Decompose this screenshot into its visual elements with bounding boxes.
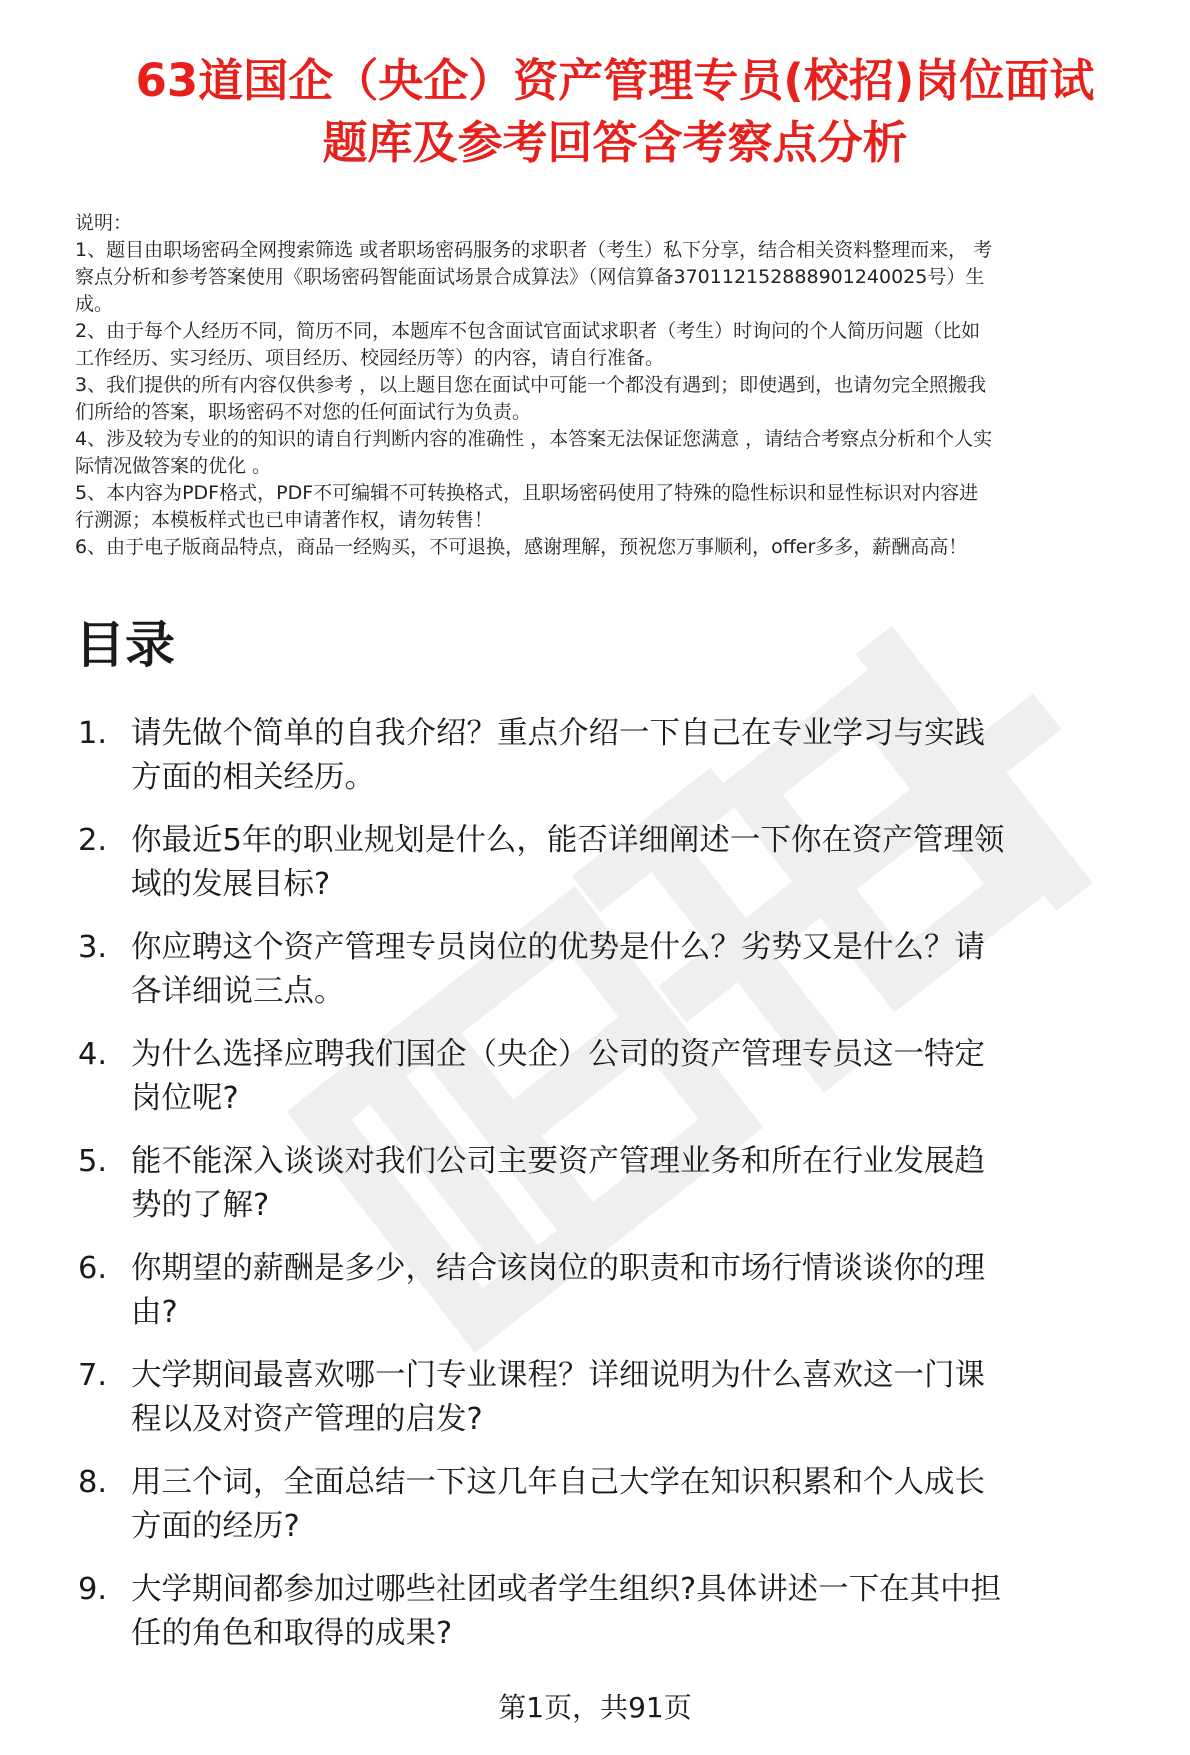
toc-item[interactable] <box>75 1033 1170 1121</box>
toc-item-line: 大学期间都参加过哪些社团或者学生组织?具体讲述一下在其中担 <box>131 1572 1002 1607</box>
note-line: 工作经历、实习经历、项目经历、校园经历等）的内容，请自行准备。 <box>75 347 665 369</box>
toc-item-line: 势的了解? <box>131 1188 270 1223</box>
toc-item-number: 9. <box>78 1572 108 1607</box>
toc-item-line: 为什么选择应聘我们国企（央企）公司的资产管理专员这一特定 <box>131 1037 985 1072</box>
toc-item-text <box>131 1247 1170 1335</box>
toc-item-line: 用三个词，全面总结一下这几年自己大学在知识积累和个人成长 <box>131 1465 985 1500</box>
toc-item-number: 6. <box>78 1251 108 1286</box>
toc-item-line: 岗位呢? <box>131 1081 239 1116</box>
toc-item-number: 3. <box>78 930 108 965</box>
toc-item-line: 你应聘这个资产管理专员岗位的优势是什么？劣势又是什么？请 <box>131 930 985 965</box>
note-line: 际情况做答案的优化 。 <box>75 455 272 477</box>
toc-item-line: 域的发展目标? <box>131 867 331 902</box>
note-line: 察点分析和参考答案使用《职场密码智能面试场景合成算法》（网信算备370112152888901240025号）生 <box>75 266 985 288</box>
toc-item-number: 7. <box>78 1358 108 1393</box>
note-line: 2、由于每个人经历不同，简历不同，本题库不包含面试官面试求职者（考生）时询问的个人简历问题（比如 <box>75 320 981 342</box>
disclaimer-notes <box>75 210 1165 561</box>
toc-item-line: 你期望的薪酬是多少，结合该岗位的职责和市场行情谈谈你的理 <box>131 1251 985 1286</box>
note-line: 6、由于电子版商品特点，商品一经购买，不可退换，感谢理解，预祝您万事顺利，offer多多，薪酬高高！ <box>75 536 968 558</box>
toc-item-number: 5. <box>78 1144 108 1179</box>
toc-item-line: 方面的经历? <box>131 1509 300 1544</box>
toc-item[interactable] <box>75 819 1170 907</box>
note-line: 4、涉及较为专业的的知识的请自行判断内容的准确性 ，本答案无法保证您满意 ，请结合考察点分析和个人实 <box>75 428 993 450</box>
toc-item-line: 各详细说三点。 <box>131 974 345 1009</box>
toc-item-number: 1. <box>78 716 108 751</box>
toc-item-line: 由? <box>131 1295 178 1330</box>
toc-item[interactable] <box>75 1247 1170 1335</box>
note-line: 1、题目由职场密码全网搜索筛选 或者职场密码服务的求职者（考生）私下分享，结合相关资料整理而来， 考 <box>75 239 993 261</box>
toc-list <box>75 712 1170 1675</box>
toc-heading: 目录 <box>75 616 175 674</box>
toc-item-line: 任的角色和取得的成果? <box>131 1616 453 1651</box>
toc-item[interactable] <box>75 926 1170 1014</box>
toc-item-line: 大学期间最喜欢哪一门专业课程？详细说明为什么喜欢这一门课 <box>131 1358 985 1393</box>
toc-item-number: 4. <box>78 1037 108 1072</box>
toc-item-text <box>131 819 1170 907</box>
note-line: 们所给的答案，职场密码不对您的任何面试行为负责。 <box>75 401 532 423</box>
toc-item-line: 请先做个简单的自我介绍？重点介绍一下自己在专业学习与实践 <box>131 716 985 751</box>
notes-heading: 说明： <box>75 212 133 234</box>
page-number-footer: 第1页，共91页 <box>498 1691 692 1724</box>
title-line-1: 63道国企（央企）资产管理专员(校招)岗位面试 <box>135 54 1095 107</box>
document-title <box>60 50 1170 174</box>
toc-item-line: 你最近5年的职业规划是什么，能否详细阐述一下你在资产管理领 <box>131 823 1005 858</box>
toc-item-text <box>131 926 1170 1014</box>
toc-item-number: 2. <box>78 823 108 858</box>
toc-item[interactable] <box>75 1568 1170 1656</box>
title-line-2: 题库及参考回答含考察点分析 <box>322 116 908 169</box>
toc-item-line: 程以及对资产管理的启发? <box>131 1402 483 1437</box>
toc-item-line: 方面的相关经历。 <box>131 760 375 795</box>
toc-item-text <box>131 1033 1170 1121</box>
toc-item[interactable] <box>75 712 1170 800</box>
toc-item-line: 能不能深入谈谈对我们公司主要资产管理业务和所在行业发展趋 <box>131 1144 985 1179</box>
toc-item-text <box>131 1568 1170 1656</box>
toc-item-text <box>131 1140 1170 1228</box>
toc-item-text <box>131 1354 1170 1442</box>
toc-item-text <box>131 712 1170 800</box>
toc-item-text <box>131 1461 1170 1549</box>
note-line: 5、本内容为PDF格式，PDF不可编辑不可转换格式，且职场密码使用了特殊的隐性标识和显性标识对内容进 <box>75 482 979 504</box>
toc-item-number: 8. <box>78 1465 108 1500</box>
note-line: 行溯源；本模板样式也已申请著作权，请勿转售！ <box>75 509 494 531</box>
toc-item[interactable] <box>75 1140 1170 1228</box>
toc-item[interactable] <box>75 1354 1170 1442</box>
toc-item[interactable] <box>75 1461 1170 1549</box>
note-line: 3、我们提供的所有内容仅供参考 ，以上题目您在面试中可能一个都没有遇到；即使遇到，也请勿完全照搬我 <box>75 374 987 396</box>
note-line: 成。 <box>75 293 114 315</box>
